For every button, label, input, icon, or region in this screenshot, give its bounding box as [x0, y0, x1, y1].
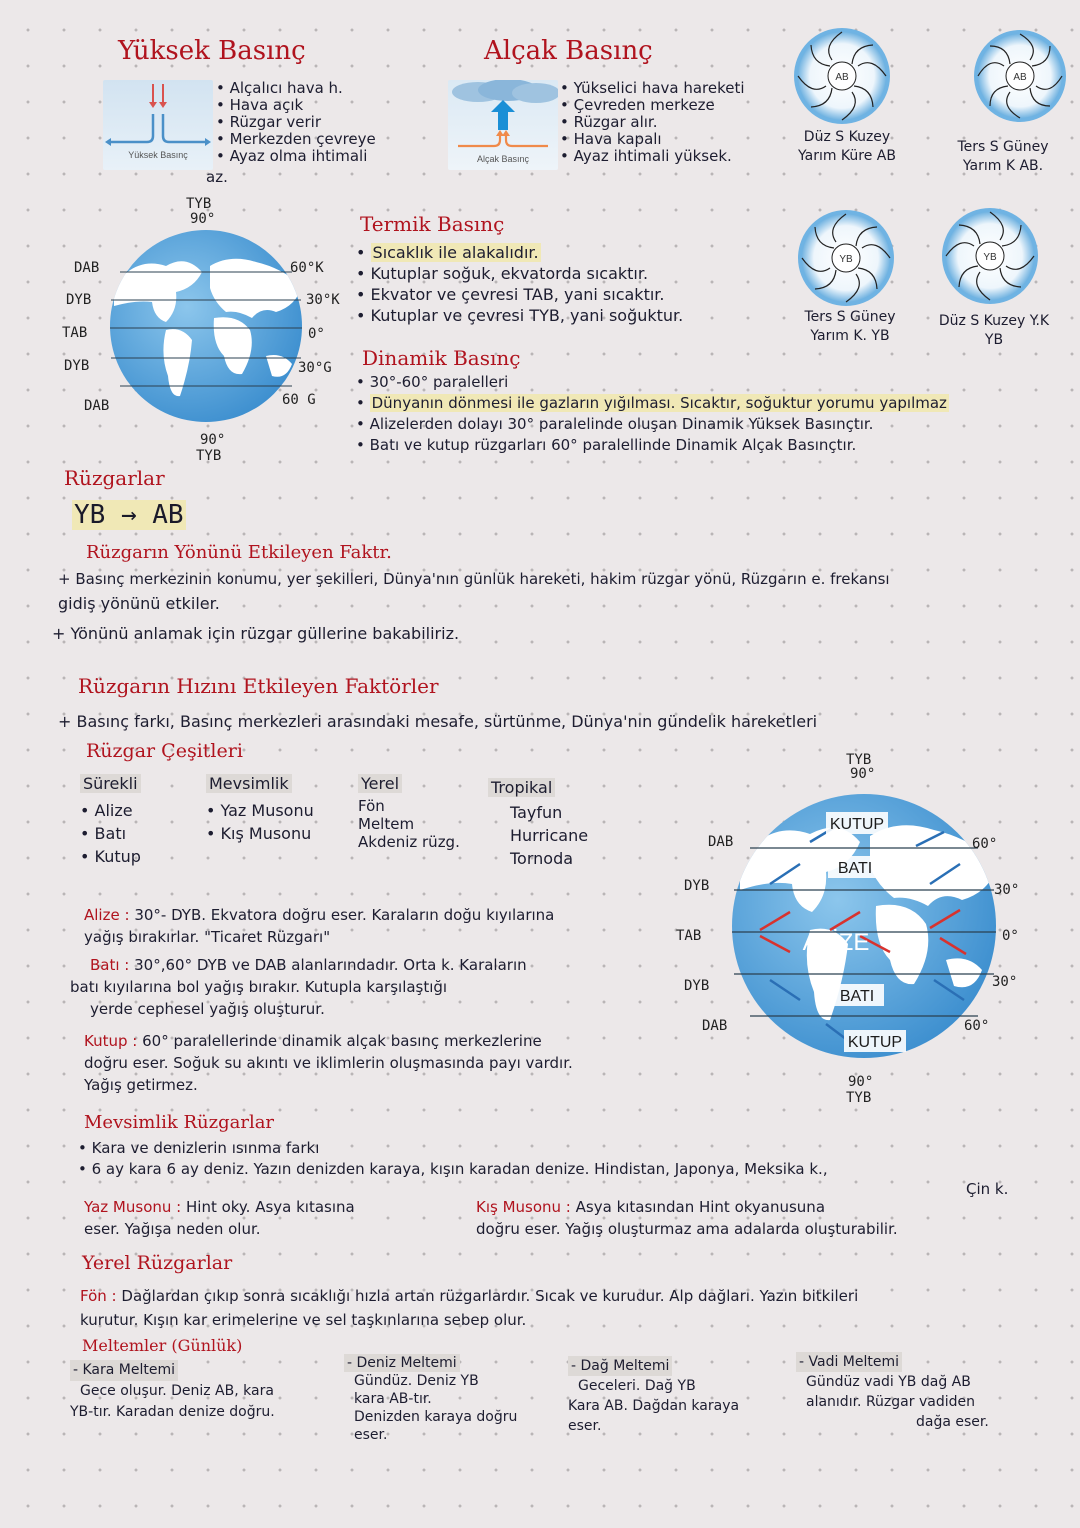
band-label: KUTUP	[829, 816, 885, 833]
seasonal-item: • 6 ay kara 6 ay deniz. Yazın denizden karaya, kışın karadan denize. Hindistan, Japonya, Meksika k.,	[78, 1159, 828, 1180]
globe1-bottom-deg: 90°	[200, 432, 226, 448]
wind-type-head: Sürekli	[80, 774, 141, 793]
high-item: • Ayaz olma ihtimali	[216, 148, 376, 165]
alize-description: Alize : 30°- DYB. Ekvatora doğru eser. Karaların doğu kıyılarına yağış bırakırlar. "Ticaret Rüzgarı"	[84, 906, 555, 946]
high-item: • Merkezden çevreye	[216, 131, 376, 148]
seasonal-item: • Kara ve denizlerin ısınma farkı	[78, 1138, 828, 1159]
globe1-bottom-label: TYB	[196, 448, 222, 464]
meltem-kara: - Kara Meltemi Gece oluşur. Deniz AB, kara YB-tır. Karadan denize doğru.	[70, 1362, 275, 1420]
globe2-right-label: 0°	[1002, 928, 1019, 944]
globe1-right-label: 60 G	[282, 392, 316, 408]
seasonal-list	[78, 1138, 828, 1180]
wind-type-head: Mevsimlik	[206, 774, 292, 793]
globe1-right-label: 30°G	[298, 360, 332, 376]
wind-type-item: • Yaz Musonu	[206, 799, 314, 822]
termik-item: • Kutuplar soğuk, ekvatorda sıcaktır.	[356, 263, 683, 284]
termik-list	[356, 242, 683, 326]
dinamik-item: • Dünyanın dönmesi ile gazların yığılması. Sıcaktır, soğuktur yorumu yapılmaz	[356, 393, 949, 414]
wind-type-item: Meltem	[358, 815, 415, 833]
dinamik-item: • Alizelerden dolayı 30° paralelinde oluşan Dinamik Yüksek Basınçtır.	[356, 414, 949, 435]
cyclone-center-label: YB	[983, 252, 997, 263]
winds-title: Rüzgarlar	[64, 466, 165, 490]
globe1-right-label: 60°K	[290, 260, 324, 276]
globe1-top-deg: 90°	[190, 211, 216, 227]
wind-type-item: Hurricane	[510, 826, 589, 845]
high-item: • Alçalıcı hava h.	[216, 80, 376, 97]
low-pressure-list	[560, 80, 745, 165]
wind-type-item: • Alize	[80, 799, 141, 822]
high-pressure-list	[216, 80, 376, 165]
globe1-left-label: DYB	[64, 358, 90, 374]
globe1-right-label: 30°K	[306, 292, 340, 308]
globe2-left-label: DYB	[684, 878, 710, 894]
local-winds-title: Yerel Rüzgarlar	[82, 1252, 233, 1274]
globe2-left-label: TAB	[676, 928, 702, 944]
meltem-deniz: - Deniz Meltemi Gündüz. Deniz YB kara AB-tır. Denizden karaya doğru eser.	[344, 1354, 517, 1444]
termik-item: • Kutuplar ve çevresi TYB, yani soğuktur.	[356, 305, 683, 326]
termik-title: Termik Basınç	[360, 212, 505, 236]
globe1-top-label: TYB	[186, 196, 212, 212]
seasonal-tail: Çin k.	[966, 1180, 1009, 1198]
wind-type-head: Tropikal	[488, 778, 555, 797]
bati-description: Batı : 30°,60° DYB ve DAB alanlarındadır. Orta k. Karaların batı kıyılarına bol yağış bırakır. Kutupla karşılaştığı yerde cephesel yağış oluşturur.	[70, 956, 527, 1018]
cyclone-caption: Ters S Güney Yarım K AB.	[957, 139, 1049, 174]
cyclone-center-label: YB	[839, 254, 853, 265]
high-pressure-img-label: Yüksek Basınç	[128, 150, 188, 160]
band-label: KUTUP	[847, 1034, 903, 1051]
band-label: BATI	[839, 988, 875, 1005]
meltem-vadi: - Vadi Meltemi Gündüz vadi YB dağ AB alanıdır. Rüzgar vadiden dağa eser.	[796, 1352, 989, 1432]
termik-item: • Ekvator ve çevresi TAB, yani sıcaktır.	[356, 284, 683, 305]
low-item: • Ayaz ihtimali yüksek.	[560, 148, 745, 165]
globe2-left-label: DAB	[708, 834, 734, 850]
wind-direction-text: + Yönünü anlamak için rüzgar güllerine bakabiliriz.	[52, 624, 460, 643]
wind-direction-text: + Basınç merkezinin konumu, yer şekilleri, Dünya'nın günlük hareketi, hakim rüzgar yönü, Rüzgarın e. frekansı	[58, 570, 890, 588]
globe2-top-deg: 90°	[850, 766, 876, 782]
high-pressure-diagram	[103, 80, 213, 170]
low-pressure-title: Alçak Basınç	[484, 36, 653, 66]
summer-monsoon: Yaz Musonu : Hint oky. Asya kıtasına eser. Yağışa neden olur.	[84, 1198, 355, 1238]
low-item: • Çevreden merkeze	[560, 97, 745, 114]
globe2-right-label: 60°	[964, 1018, 990, 1034]
wind-types-title: Rüzgar Çeşitleri	[86, 740, 243, 762]
wind-type-column	[80, 774, 141, 868]
wind-type-column	[358, 774, 460, 851]
globe1-left-label: DAB	[84, 398, 110, 414]
wind-type-item: • Kutup	[80, 845, 141, 868]
low-pressure-img-label: Alçak Basınç	[476, 154, 530, 164]
cyclone-caption: Ters S Güney Yarım K. YB	[804, 309, 896, 344]
dinamik-item: • Batı ve kutup rüzgarları 60° paralellinde Dinamik Alçak Basınçtır.	[356, 435, 949, 456]
globe2-right-label: 30°	[994, 882, 1020, 898]
wind-type-item: Akdeniz rüzg.	[358, 833, 460, 851]
low-pressure-diagram	[448, 80, 558, 170]
globe1-right-label: 0°	[308, 326, 325, 342]
cyclone-center-label: AB	[1013, 72, 1027, 83]
wind-direction-title: Rüzgarın Yönünü Etkileyen Faktr.	[86, 542, 392, 563]
band-label: ALİZE	[802, 929, 870, 956]
high-item: • Rüzgar verir	[216, 114, 376, 131]
wind-type-item: • Kış Musonu	[206, 822, 314, 845]
wind-type-column	[206, 774, 314, 845]
globe2-bottom-deg: 90°	[848, 1074, 874, 1090]
wind-type-item: Fön	[358, 797, 385, 815]
meltem-title: Meltemler (Günlük)	[82, 1336, 243, 1355]
low-item: • Hava kapalı	[560, 131, 745, 148]
seasonal-title: Mevsimlik Rüzgarlar	[84, 1112, 275, 1133]
wind-type-head: Yerel	[358, 774, 402, 793]
termik-item: • Sıcaklık ile alakalıdır.	[356, 242, 683, 263]
wind-direction-text: gidiş yönünü etkiler.	[58, 594, 220, 613]
globe2-right-label: 60°	[972, 836, 998, 852]
cyclone-center-label: AB	[835, 72, 849, 83]
globe1-left-label: DYB	[66, 292, 92, 308]
dinamik-list	[356, 372, 949, 456]
globe2-top-label: TYB	[846, 752, 872, 768]
wind-type-column	[488, 778, 588, 870]
high-item: • Hava açık	[216, 97, 376, 114]
high-pressure-tail: az.	[206, 168, 228, 186]
high-pressure-title: Yüksek Basınç	[118, 36, 306, 66]
globe1-left-label: TAB	[62, 325, 88, 341]
low-item: • Rüzgar alır.	[560, 114, 745, 131]
kutup-description: Kutup : 60° paralellerinde dinamik alçak basınç merkezlerine doğru eser. Soğuk su akıntı ve iklimlerin oluşmasında payı vardır. Yağış getirmez.	[84, 1032, 573, 1094]
globe2-left-label: DYB	[684, 978, 710, 994]
wind-type-item: Tornoda	[510, 849, 574, 868]
dinamik-title: Dinamik Basınç	[362, 346, 521, 370]
meltem-dag: - Dağ Meltemi Geceleri. Dağ YB Kara AB. Dağdan karaya eser.	[568, 1358, 740, 1434]
globe2	[730, 780, 1000, 1070]
globe2-right-label: 30°	[992, 974, 1018, 990]
wind-type-item: Tayfun	[510, 803, 563, 822]
dinamik-item: • 30°-60° paralelleri	[356, 372, 949, 393]
wind-type-item: • Batı	[80, 822, 141, 845]
wind-speed-title: Rüzgarın Hızını Etkileyen Faktörler	[78, 674, 439, 698]
globe2-bottom-label: TYB	[846, 1090, 872, 1106]
low-item: • Yükselici hava hareketi	[560, 80, 745, 97]
globe1-left-label: DAB	[74, 260, 100, 276]
cyclone-caption: Düz S Kuzey Yarım Küre AB	[798, 129, 896, 164]
globe1	[106, 226, 306, 426]
wind-speed-text: + Basınç farkı, Basınç merkezleri arasındaki mesafe, sürtünme, Dünya'nın gündelik hareketleri	[58, 712, 818, 731]
winds-formula: YB → AB	[74, 500, 184, 530]
band-label: BATI	[837, 860, 873, 877]
winter-monsoon: Kış Musonu : Asya kıtasından Hint okyanusuna doğru eser. Yağış oluşturmaz ama adalarda oluşturabilir.	[476, 1198, 898, 1238]
fon-description: Fön : Dağlardan çıkıp sonra sıcaklığı hızla artan rüzgarlardır. Sıcak ve kurudur. Alp dağları. Yazın bitkileri kurutur. Kışın kar erimelerine ve sel taşkınlarına sebep olur.	[80, 1287, 859, 1329]
cyclone-caption: Düz S Kuzey Y.K YB	[938, 313, 1050, 348]
globe2-left-label: DAB	[702, 1018, 728, 1034]
